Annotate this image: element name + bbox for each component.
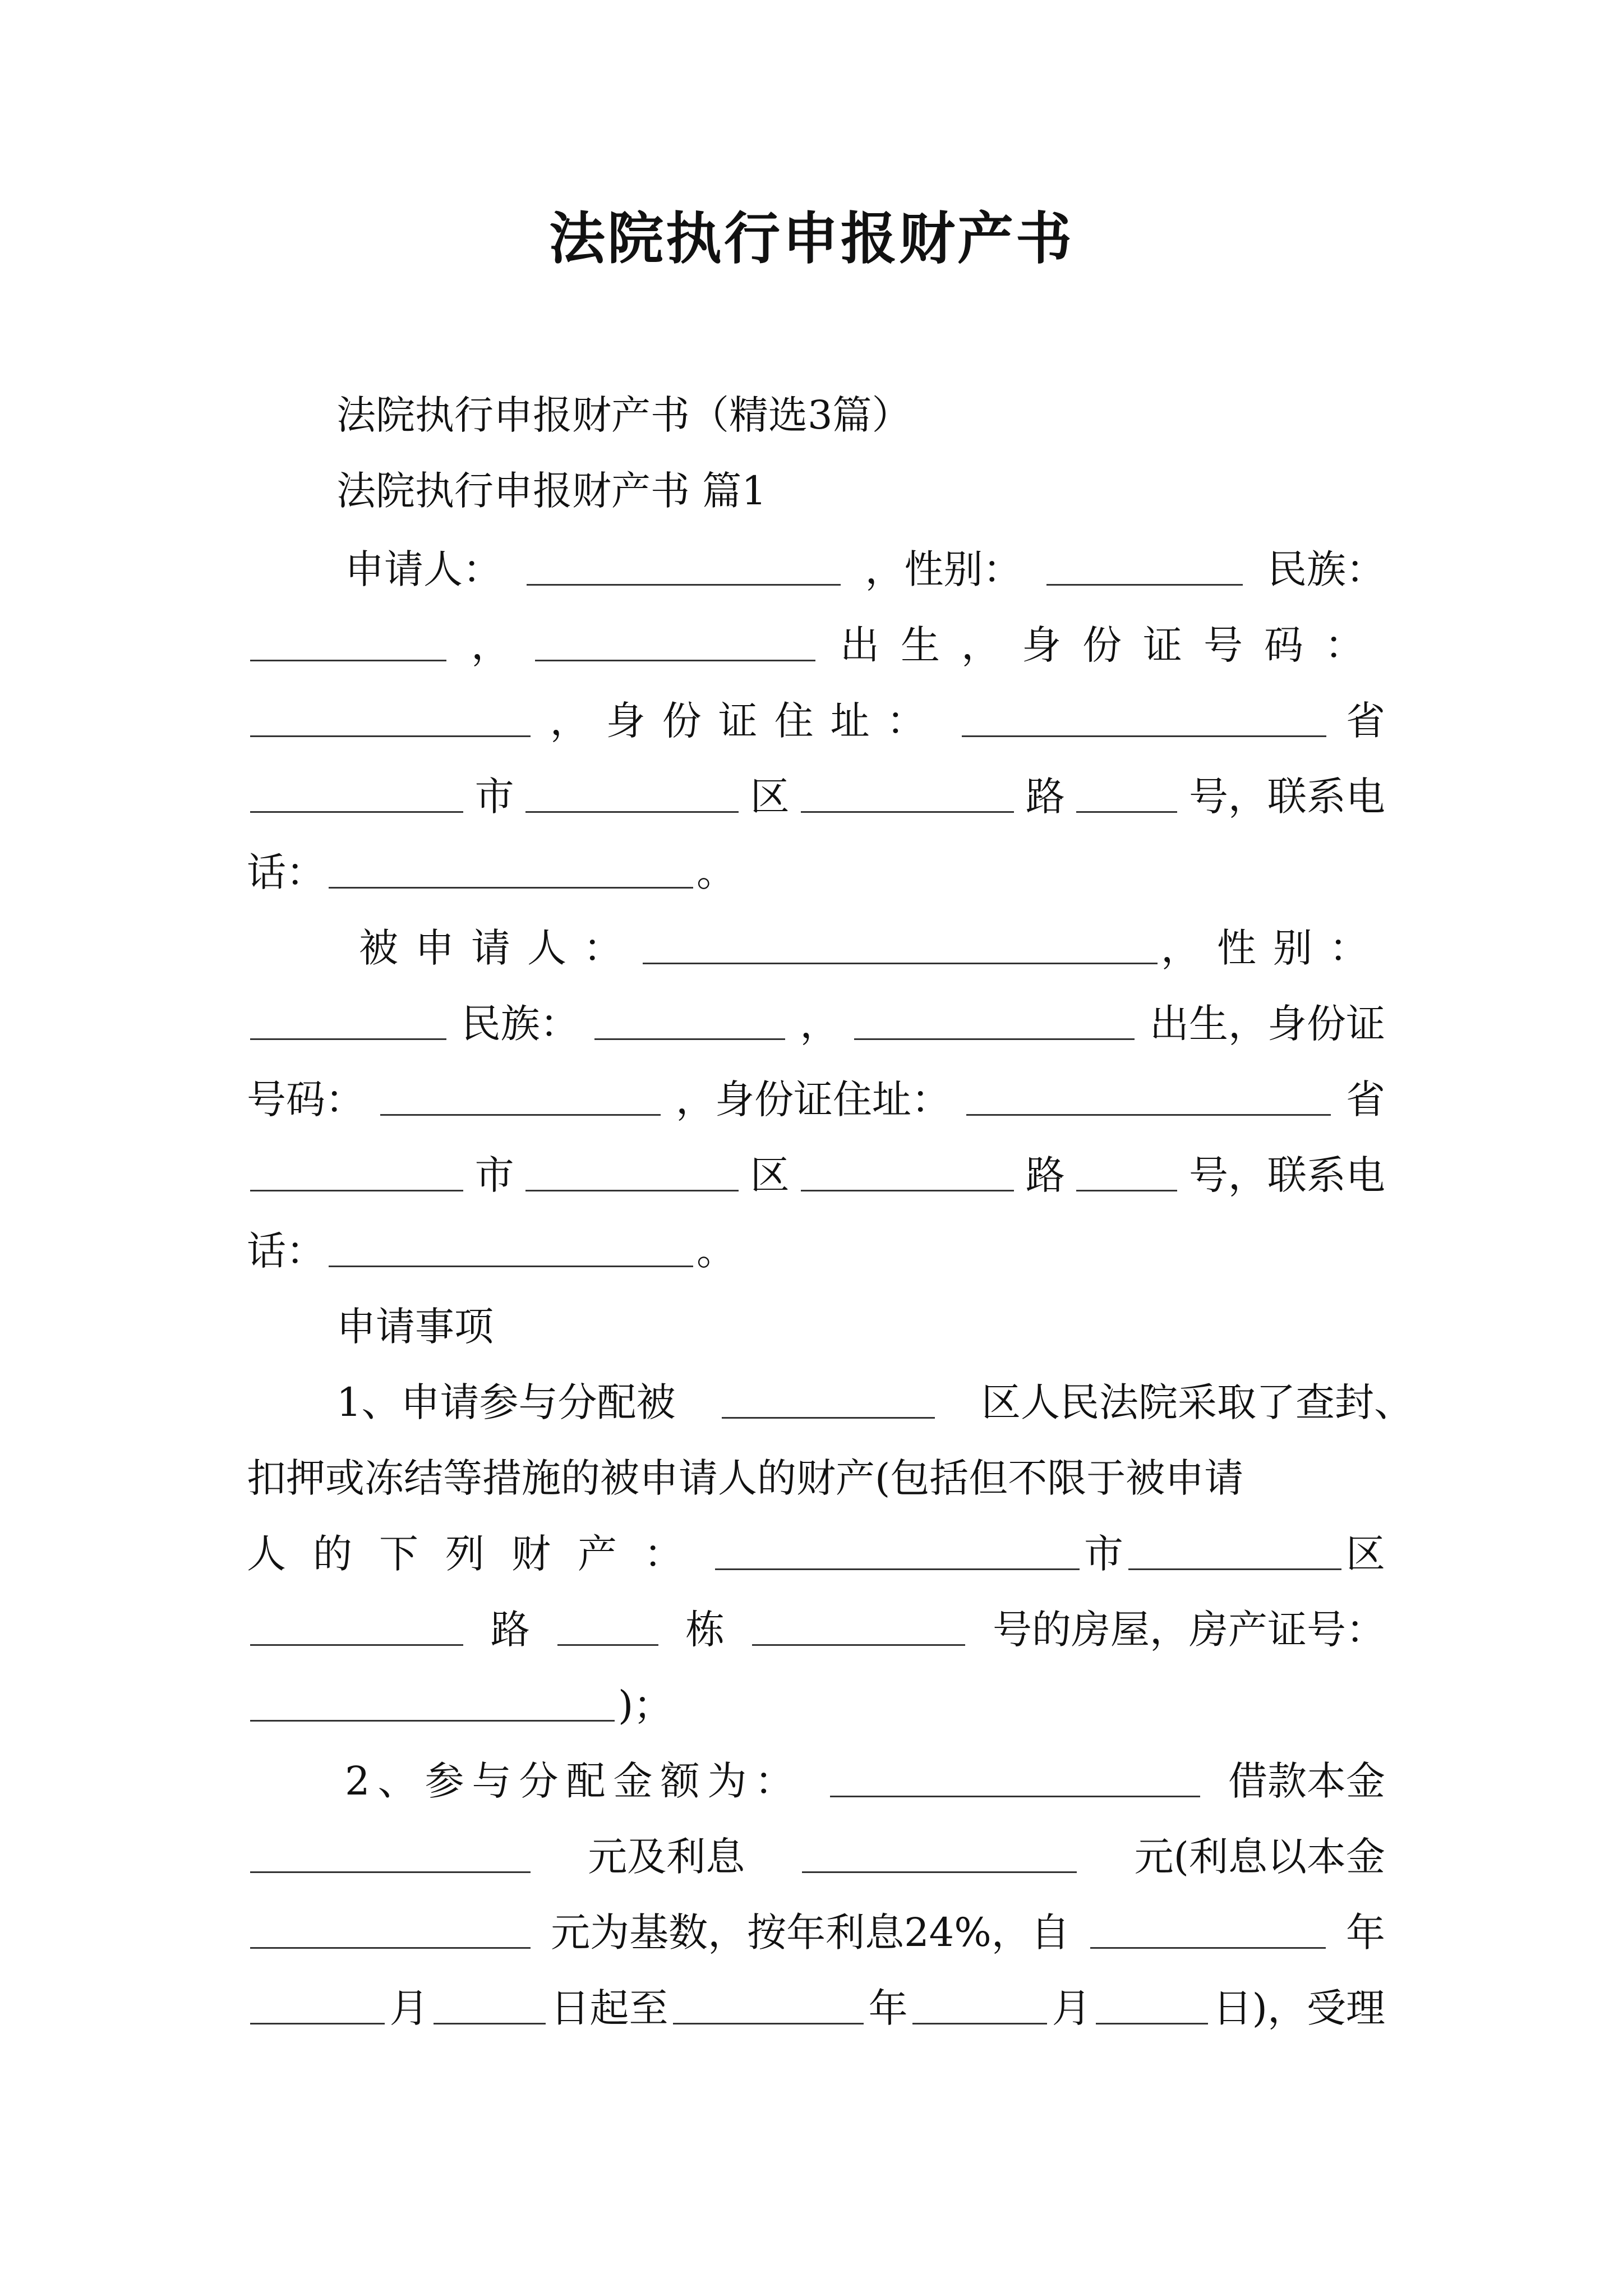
section-heading-text: 法院执行申报财产书 篇1: [336, 468, 767, 514]
item1-line-1: [336, 1372, 1413, 1433]
item2-end-day-blank[interactable]: [1096, 2023, 1208, 2024]
item2-line3-year: 年: [1345, 1910, 1385, 1955]
applicant-born-label: 出生，身份证号码：: [840, 622, 1385, 668]
applicant-province: 省: [1345, 698, 1385, 744]
item2-amount-blank[interactable]: [830, 1796, 1200, 1797]
item1-line3-city: 市: [1084, 1531, 1123, 1577]
respondent-ethnicity-blank[interactable]: [594, 1038, 785, 1040]
item2-principal-blank[interactable]: [250, 1871, 531, 1873]
applicant-ethnicity-label: 民族：: [1267, 546, 1385, 592]
respondent-gender-blank[interactable]: [250, 1038, 446, 1040]
applicant-line-3: [247, 690, 1385, 752]
applicant-id-blank[interactable]: [250, 735, 531, 737]
item1-district-blank[interactable]: [722, 1417, 935, 1419]
respondent-ethnicity-label: 民族：: [461, 1001, 579, 1047]
item1-line2: 扣押或冻结等措施的被申请人的财产(包括但不限于被申请: [247, 1455, 1244, 1501]
applicant-name-blank[interactable]: [527, 584, 841, 586]
item1-line-2: [247, 1447, 1385, 1509]
respondent-province: 省: [1346, 1076, 1385, 1122]
respondent-label: 被申请人：: [359, 925, 639, 971]
section-heading: [336, 460, 1475, 522]
item1-district2-blank[interactable]: [1128, 1568, 1341, 1570]
item2-line2-a: 元及利息: [588, 1834, 745, 1880]
respondent-line-3: [247, 1069, 1385, 1130]
applicant-number-contact: 号，联系电: [1188, 774, 1385, 820]
respondent-gender-label: ，性别：: [1161, 925, 1385, 971]
respondent-district-blank[interactable]: [525, 1190, 739, 1191]
respondent-province-blank[interactable]: [966, 1114, 1331, 1116]
respondent-road: 路: [1025, 1152, 1065, 1198]
item1-road-blank[interactable]: [250, 1644, 463, 1646]
applicant-ethnicity-blank[interactable]: [250, 660, 446, 661]
item2-line-1: [345, 1750, 1385, 1812]
respondent-birth-blank[interactable]: [854, 1038, 1135, 1040]
applicant-label: 申请人：: [345, 546, 502, 592]
item1-line-4: [247, 1599, 1385, 1660]
respondent-number-contact: 号，联系电: [1188, 1152, 1385, 1198]
applicant-province-blank[interactable]: [962, 735, 1326, 737]
subtitle-text: 法院执行申报财产书（精选3篇）: [336, 392, 911, 438]
applicant-number-blank[interactable]: [1076, 811, 1177, 813]
item1-building-blank[interactable]: [557, 1644, 658, 1646]
respondent-number-blank[interactable]: [1076, 1190, 1177, 1191]
item2-start-month-blank[interactable]: [250, 2023, 385, 2024]
item2-line4-month: 月: [389, 1985, 429, 2031]
respondent-district: 区: [750, 1152, 790, 1198]
respondent-line-4: [247, 1144, 1385, 1206]
item1-line1-a: 1、申请参与分配被: [336, 1379, 676, 1425]
applicant-road-blank[interactable]: [801, 811, 1014, 813]
respondent-name-blank[interactable]: [643, 963, 1158, 964]
applicant-city: 市: [474, 774, 514, 820]
item2-line3-a: 元为基数，按年利息24%，自: [551, 1910, 1070, 1955]
respondent-comma: ，: [800, 1001, 840, 1047]
item2-line4-month2: 月: [1052, 1985, 1091, 2031]
item2-start-year-blank[interactable]: [1090, 1947, 1326, 1949]
applicant-birth-blank[interactable]: [535, 660, 815, 661]
item1-certificate-blank[interactable]: [250, 1720, 615, 1722]
applicant-district: 区: [750, 774, 790, 820]
respondent-line-2: [247, 993, 1385, 1055]
item1-line-5: [247, 1674, 1385, 1736]
item1-line4-tail: 号的房屋，房产证号：: [992, 1607, 1385, 1653]
respondent-id-label: 号码：: [247, 1076, 365, 1122]
item1-line5-end: )；: [618, 1682, 673, 1728]
item1-line3-a: 人的下列财产：: [247, 1531, 710, 1577]
item1-line1-b: 区人民法院采取了查封、: [981, 1379, 1413, 1425]
respondent-line-1: [359, 917, 1385, 979]
item1-line3-district: 区: [1346, 1531, 1385, 1577]
item2-line4-tail: 日)，受理: [1212, 1985, 1385, 2031]
item1-line4-road: 路: [490, 1607, 530, 1653]
item1-line-3: [247, 1523, 1385, 1585]
respondent-line-5: [247, 1220, 1385, 1282]
applicant-gender-label: ，性别：: [865, 546, 1022, 592]
applicant-line-2: [247, 614, 1385, 676]
respondent-end: 。: [697, 1228, 736, 1274]
respondent-phone-label: 话：: [247, 1228, 325, 1274]
applicant-line-5: [247, 841, 1385, 903]
respondent-id-blank[interactable]: [380, 1114, 661, 1116]
applicant-address-label: ，身份证住址：: [550, 698, 943, 744]
applicant-phone-label: 话：: [247, 849, 325, 895]
document-subtitle: [336, 384, 1475, 446]
item2-end-year-blank[interactable]: [673, 2023, 864, 2024]
respondent-born-label: 出生，身份证: [1149, 1001, 1385, 1047]
applicant-phone-blank[interactable]: [329, 887, 693, 889]
applicant-city-blank[interactable]: [250, 811, 463, 813]
item2-line4-day: 日起至: [550, 1985, 668, 2031]
document-title: 法院执行申报财产书: [549, 205, 1074, 272]
respondent-city-blank[interactable]: [250, 1190, 463, 1191]
applicant-road: 路: [1025, 774, 1065, 820]
item2-start-day-blank[interactable]: [434, 2023, 546, 2024]
respondent-city: 市: [474, 1152, 514, 1198]
item2-line-3: [247, 1902, 1385, 1963]
item2-line1-b: 借款本金: [1228, 1758, 1385, 1804]
item1-number-blank[interactable]: [752, 1644, 965, 1646]
item1-city-blank[interactable]: [715, 1568, 1080, 1570]
applicant-line-1: [345, 539, 1385, 600]
matters-heading: [336, 1296, 1475, 1358]
applicant-line-4: [247, 766, 1385, 827]
item2-line2-b: 元(利息以本金: [1134, 1834, 1385, 1880]
applicant-district-blank[interactable]: [525, 811, 739, 813]
applicant-end: 。: [697, 849, 736, 895]
item2-line-4: [247, 1977, 1385, 2039]
item2-line1-a: 2、参与分配金额为：: [345, 1758, 802, 1804]
respondent-phone-blank[interactable]: [329, 1266, 693, 1267]
applicant-gender-blank[interactable]: [1046, 584, 1243, 586]
matters-heading-text: 申请事项: [336, 1304, 494, 1350]
item1-line4-building: 栋: [685, 1607, 725, 1653]
item2-base-blank[interactable]: [250, 1947, 531, 1949]
respondent-road-blank[interactable]: [801, 1190, 1014, 1191]
item2-interest-blank[interactable]: [802, 1871, 1077, 1873]
item2-end-month-blank[interactable]: [912, 2023, 1047, 2024]
item2-line4-year: 年: [868, 1985, 908, 2031]
applicant-comma: ，: [471, 622, 510, 668]
item2-line-2: [247, 1826, 1385, 1888]
respondent-address-label: ，身份证住址：: [676, 1076, 951, 1122]
